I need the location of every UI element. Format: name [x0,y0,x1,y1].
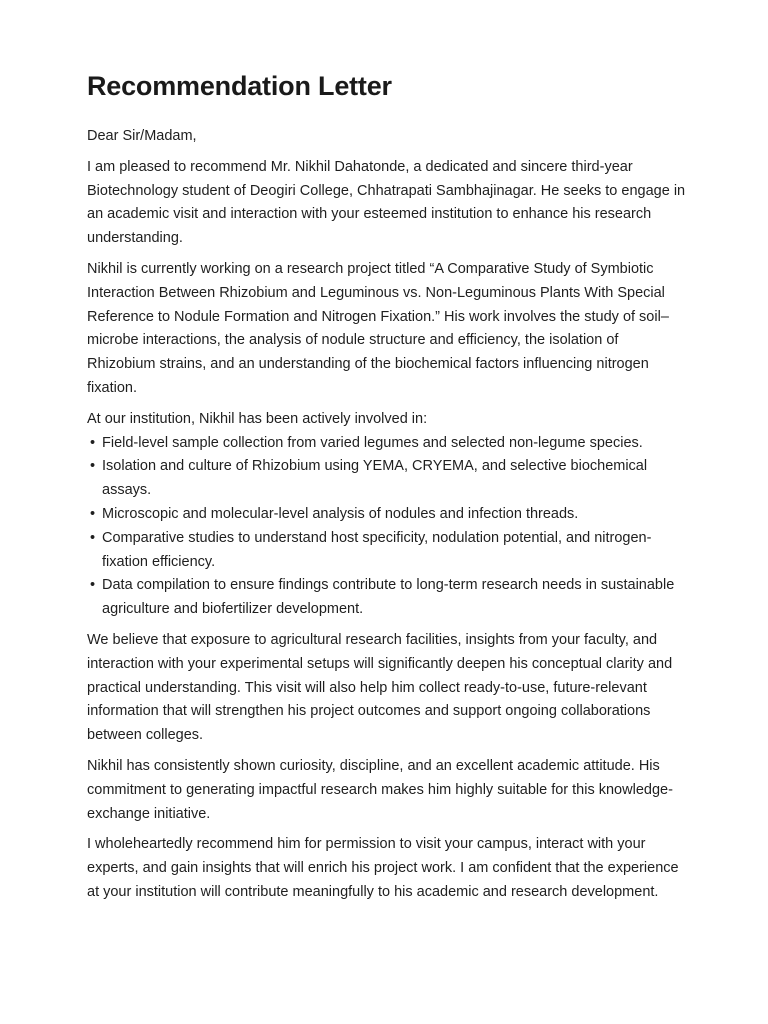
paragraph-exposure-benefits: We believe that exposure to agricultural research facilities, insights from your faculty, and interaction with your experimental setups will significantly deepen his conceptual clarity and practical understanding. This visit will also help him collect ready-to-use, future-relevant information that will strengthen his project outcomes and support ongoing collaborations between colleges. [87,631,673,744]
bullet-icon: • [90,529,96,546]
paragraph-introduction: I am pleased to recommend Mr. Nikhil Dahatonde, a dedicated and sincere third-year Biotechnology student of Deogiri College, Chhatrapati Sambhajinagar. He seeks to engage in an academic visit and interaction with your esteemed institution to enhance his research understanding. [87,158,686,247]
bullet-icon: • [90,505,96,522]
list-item [87,432,687,456]
list-intro: At our institution, Nikhil has been actively involved in: [87,410,428,427]
list-item [87,574,687,622]
list-item [87,455,687,503]
page-title: Recommendation Letter [87,71,392,101]
list-item-text: Microscopic and molecular-level analysis of nodules and infection threads. [102,505,579,522]
letter-document [87,68,687,912]
paragraph-closing-recommendation: I wholeheartedly recommend him for permission to visit your campus, interact with your experts, and gain insights that will enrich his project work. I am confident that the experience at your institution will contribute meaningfully to his academic and research development. [87,836,679,900]
bullet-icon: • [90,577,96,594]
list-item-text: Field-level sample collection from varied legumes and selected non-legume species. [102,434,643,451]
list-item [87,503,687,527]
involvement-list [87,432,687,622]
list-item [87,527,687,575]
bullet-icon: • [90,458,96,475]
paragraph-character: Nikhil has consistently shown curiosity, discipline, and an excellent academic attitude. His commitment to generating impactful research makes him highly suitable for this knowledge-exchange initiative. [87,757,673,822]
list-item-text: Isolation and culture of Rhizobium using YEMA, CRYEMA, and selective biochemical assays. [102,458,648,499]
paragraph-research-project: Nikhil is currently working on a research project titled “A Comparative Study of Symbiotic Interaction Between Rhizobium and Leguminous vs. Non-Leguminous Plants With Special Reference to Nodule Formation and Nitrogen Fixation.” His work involves the study of soil–microbe interactions, the analysis of nodule structure and efficiency, the isolation of Rhizobium strains, and an understanding of the biochemical factors influencing nitrogen fixation. [87,260,669,396]
list-item-text: Comparative studies to understand host specificity, nodulation potential, and nitrogen-fixation efficiency. [102,529,652,570]
bullet-icon: • [90,434,96,451]
list-item-text: Data compilation to ensure findings contribute to long-term research needs in sustainable agriculture and biofertilizer development. [102,577,675,618]
salutation: Dear Sir/Madam, [87,128,197,144]
